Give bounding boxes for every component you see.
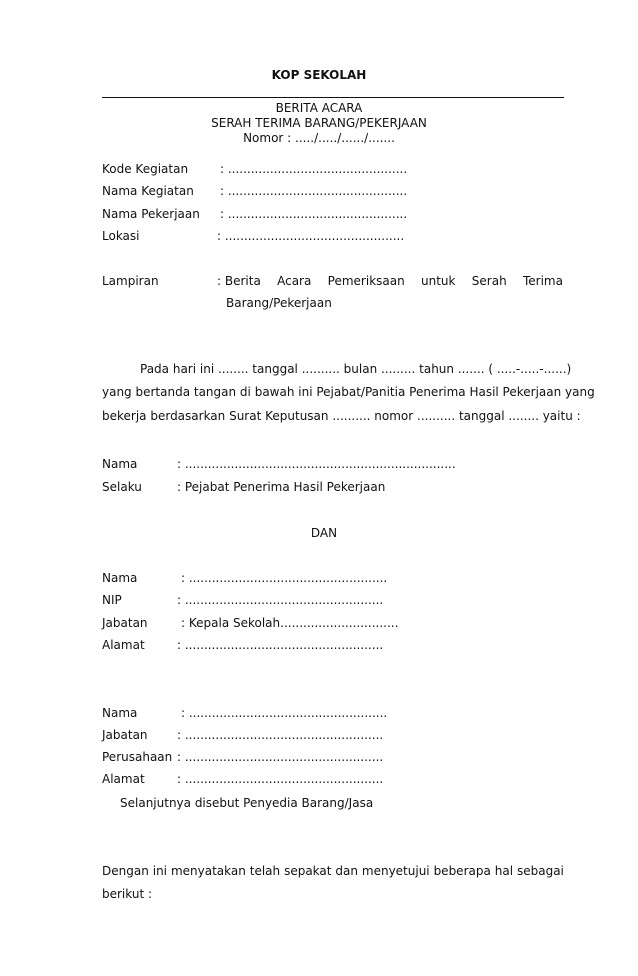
party3-perusahaan-value: : .................................................... [177,750,384,764]
lampiran-line2: Barang/Pekerjaan [226,296,332,310]
lampiran-line1 [217,274,563,288]
penyedia-note: Selanjutnya disebut Penyedia Barang/Jasa [120,796,374,810]
party2-nama-value: : .................................................... [181,571,388,585]
party2-alamat-label: Alamat [102,638,145,652]
lampiran-word: Pemeriksaan [327,274,405,288]
party3-jabatan-value: : .................................................... [177,728,384,742]
party3-nama-value: : .................................................... [181,706,388,720]
party3-alamat-value: : .................................................... [177,772,384,786]
lampiran-word: Terima [522,274,563,288]
party2-nip-label: NIP [102,593,122,607]
closing-word: telah [249,864,281,878]
party3-jabatan-label: Jabatan [102,728,148,742]
party1-nama-label: Nama [102,457,138,471]
party1-nama-value: : ....................................................................... [177,457,456,471]
title-berita-acara: BERITA ACARA [275,101,363,115]
party1-selaku-label: Selaku [102,480,142,494]
closing-word: sebagai [516,864,564,878]
closing-word: menyatakan [170,864,246,878]
closing-word: ini [152,864,168,878]
kop-sekolah: KOP SEKOLAH [271,68,367,82]
para1-line3: bekerja berdasarkan Surat Keputusan .......... nomor .......... tanggal ........ yaitu : [102,409,581,423]
lampiran-word: untuk [421,274,456,288]
nama-pekerjaan-label: Nama Pekerjaan [102,207,200,221]
closing-word: hal [494,864,514,878]
party2-nama-label: Nama [102,571,138,585]
nama-kegiatan-label: Nama Kegiatan [102,184,194,198]
para1-line2: yang bertanda tangan di bawah ini Pejabat/Panitia Penerima Hasil Pekerjaan yang [102,385,595,399]
party1-selaku-value: : Pejabat Penerima Hasil Pekerjaan [177,480,386,494]
lokasi-value: : ............................................... [217,229,405,243]
closing-word: sepakat [284,864,332,878]
lampiran-word: : Berita [217,274,261,288]
lampiran-word: Acara [277,274,312,288]
party2-nip-value: : .................................................... [177,593,384,607]
lokasi-label: Lokasi [102,229,140,243]
lampiran-word: Serah [471,274,507,288]
closing-word: menyetujui [361,864,430,878]
party2-jabatan-value: : Kepala Sekolah............................... [181,616,399,630]
kode-kegiatan-value: : ............................................... [220,162,408,176]
para1-line1: Pada hari ini ........ tanggal .......... bulan ......... tahun ....... ( .....-.....-......) [140,362,572,376]
header-rule [102,97,564,98]
nama-kegiatan-value: : ............................................... [220,184,408,198]
dan-separator: DAN [310,526,338,540]
party2-alamat-value: : .................................................... [177,638,384,652]
party3-alamat-label: Alamat [102,772,145,786]
closing-word: beberapa [433,864,491,878]
closing-word: Dengan [102,864,149,878]
party3-perusahaan-label: Perusahaan [102,750,173,764]
lampiran-label: Lampiran [102,274,159,288]
nomor-line: Nomor : ...../...../....../....... [243,131,395,145]
closing-line2: berikut : [102,887,153,901]
closing-word: dan [335,864,358,878]
kode-kegiatan-label: Kode Kegiatan [102,162,189,176]
title-serah-terima: SERAH TERIMA BARANG/PEKERJAAN [211,116,427,130]
nama-pekerjaan-value: : ............................................... [220,207,408,221]
closing-line1 [102,864,564,878]
party3-nama-label: Nama [102,706,138,720]
party2-jabatan-label: Jabatan [102,616,148,630]
